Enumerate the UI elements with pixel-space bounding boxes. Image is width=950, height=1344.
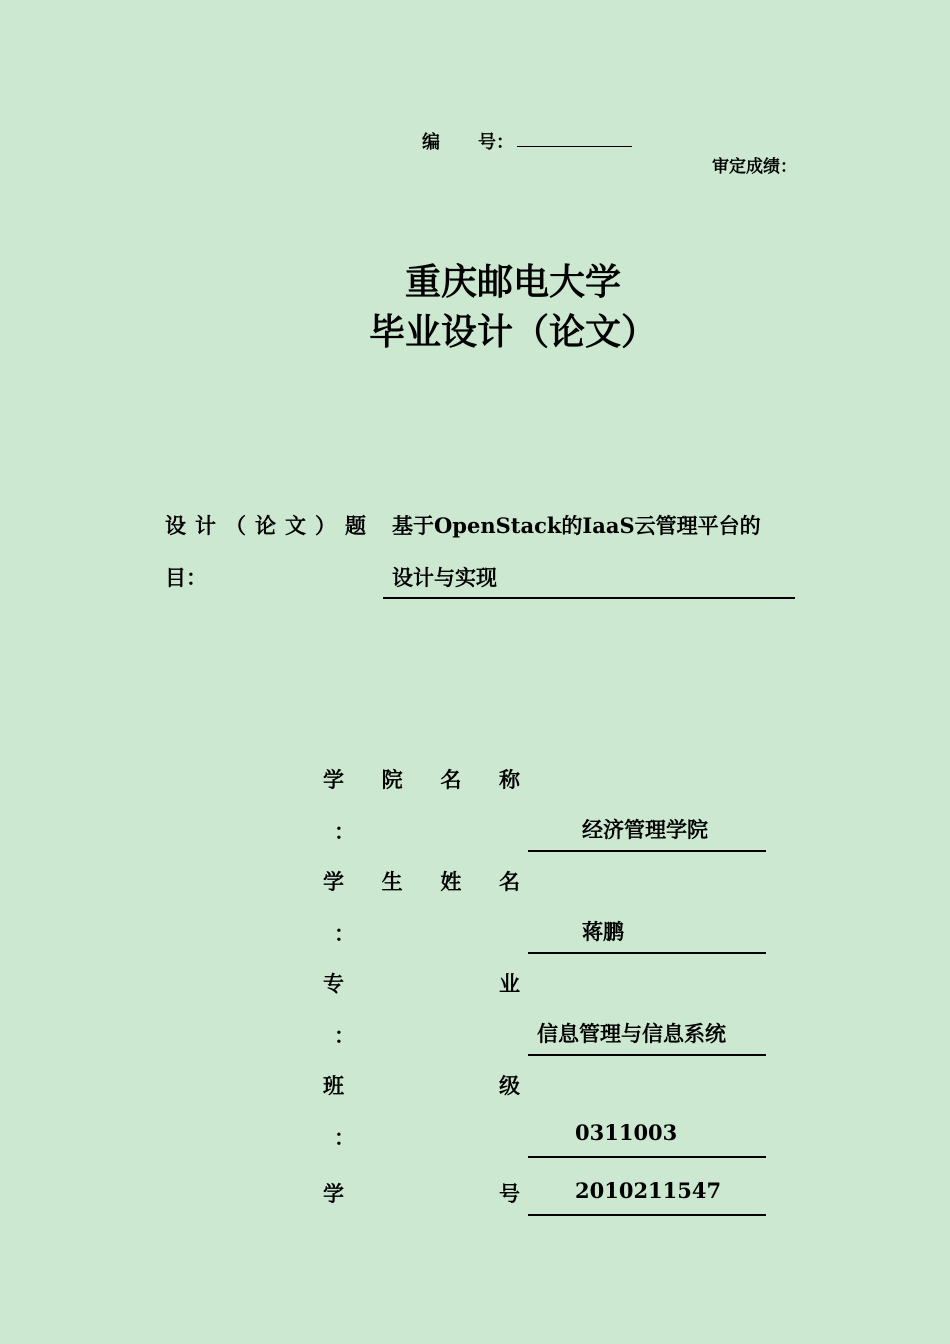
college-label-char: 学 (323, 767, 344, 792)
number-label-suffix: 号： (478, 132, 514, 153)
student-id-value: 2010211547 (575, 1178, 722, 1203)
student-name-label (323, 866, 520, 896)
number-label (422, 128, 514, 154)
college-colon: ： (334, 819, 355, 844)
major-label-char: 专 (323, 971, 344, 996)
thesis-title: 毕业设计（论文） (368, 311, 657, 353)
topic-value-line2: 设计与实现 (392, 565, 497, 590)
college-label-char: 院 (381, 767, 403, 792)
student-id-underline (528, 1214, 766, 1216)
college-label (323, 764, 520, 794)
college-value: 经济管理学院 (582, 817, 708, 842)
topic-underline (383, 597, 795, 599)
student-id-label-char: 学 (323, 1181, 344, 1206)
student-name-underline (528, 952, 766, 954)
class-label-char: 班 (323, 1073, 344, 1098)
number-blank-line (517, 146, 632, 147)
student-name-label-char: 生 (381, 869, 403, 894)
major-label-char: 业 (499, 971, 520, 996)
major-underline (528, 1054, 766, 1056)
major-value: 信息管理与信息系统 (537, 1021, 726, 1046)
class-label (323, 1070, 520, 1100)
topic-label-continued: 目： (165, 565, 207, 590)
class-colon: ： (334, 1125, 355, 1150)
class-value: 0311003 (575, 1120, 678, 1145)
number-label-char: 编 (422, 132, 440, 153)
student-id-label-char: 号 (499, 1181, 520, 1206)
major-label (323, 968, 520, 998)
college-label-char: 称 (498, 767, 520, 792)
college-underline (528, 850, 766, 852)
class-label-char: 级 (499, 1073, 520, 1098)
student-name-label-char: 姓 (440, 869, 462, 894)
college-label-char: 名 (440, 767, 462, 792)
grade-label: 审定成绩： (712, 157, 797, 177)
student-id-label (323, 1178, 520, 1208)
topic-label: 设计（论文）题 (165, 513, 375, 538)
major-colon: ： (334, 1023, 355, 1048)
topic-value-line1: 基于OpenStack的IaaS云管理平台的 (392, 513, 761, 538)
student-name-label-char: 学 (323, 869, 344, 894)
class-underline (528, 1156, 766, 1158)
university-title: 重庆邮电大学 (404, 261, 621, 303)
student-name-label-char: 名 (498, 869, 520, 894)
student-name-value: 蒋鹏 (582, 919, 624, 944)
student-name-colon: ： (334, 921, 355, 946)
